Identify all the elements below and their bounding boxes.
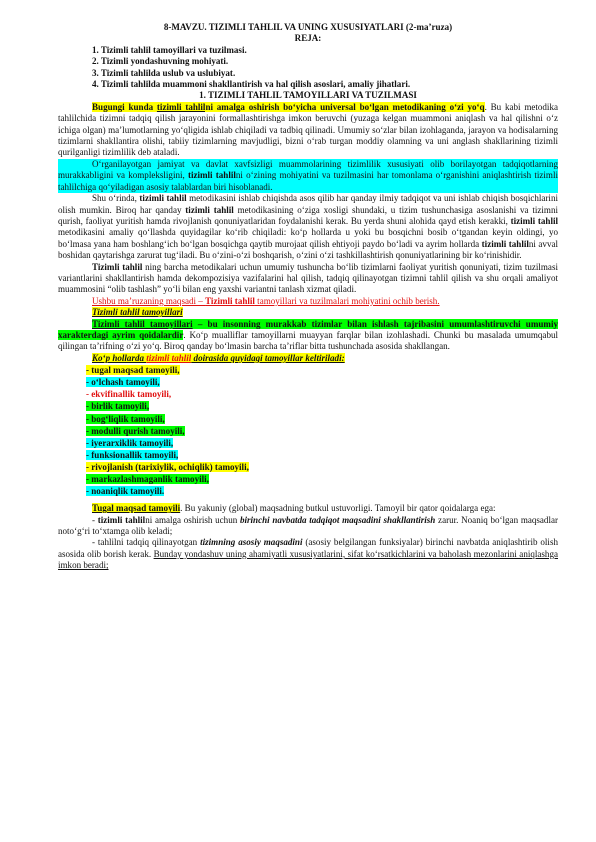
paragraph-rule-2: - tahlilni tadqiq qilinayotgan tizimning asosiy maqsadini (asosiy belgilangan funksiyalar) birinchi navbatda aniqlashtirib olish asosida olib borish kerak. Bunday yondashuv uning ahamiyatli xususiyatlarini, sifat ko‘rsatkichlarini va baholash mezonlarini aniqlashga imkon beradi; <box>58 537 558 571</box>
plan-item: 2. Tizimli yondashuvning mohiyati. <box>92 56 229 67</box>
plan-item: 4. Tizimli tahlilda muammoni shakllantirish va hal qilish asoslari, amaliy jihatlari. <box>92 79 411 90</box>
list-item: - iyerarxiklik tamoyili, <box>86 437 174 448</box>
plan-list <box>92 45 558 91</box>
paragraph-final-goal: Tugal maqsad tamoyili. Bu yakuniy (global) maqsadning butkul ustuvorligi. Tamoyil bir qator qoidalarga ega: <box>92 503 496 514</box>
list-item: - modulli qurish tamoyili, <box>86 425 185 436</box>
paragraph-general: Tizimli tahlil ning barcha metodikalari uchun umumiy tushuncha bo‘lib tizimlarni faoliyat yuritish qonuniyati, tizim tuzilmasi variantlarini shakllantirish hamda dekompozisiya vazifalarini hal qilish, tadqiq qilinayotgan tizimni tahlil qilish va shu orqali amaliyot muammosini “olib tashlash” yo‘li bilan eng yaxshi variantni tanlash xizmat qiladi. <box>58 261 558 295</box>
paragraph-methodology: Shu o‘rinda, tizimli tahlil metodikasini ishlab chiqishda asos qilib har qanday ilmiy tadqiqot va uni ishlab chiqish bosqichlarini olish mumkin. Biroq har qanday tizimli tahlil metodikasining o‘ziga xosligi shundaki, u tizim tushunchasiga asoslanishi va tizimni qurish, faoliyat yuritish hamda rivojlanish qonuniyatlaridan foydalanishi kerak. Bu yerda shuni alohida qayd etish kerakki, tizimli tahlil metodikasini amaliy qo‘llashda quyidagilar ko‘rib chiqiladi: ko‘p hollarda u yoki bu bosqichni bosib o‘tgandan keyin oldingi, yo bo‘lmasa yana ham boshlang‘ich bo‘lgan bosqichga qaytib murojaat qilish ehtiyoji paydo bo‘ladi va ayrim hollarda tizimli tahlilni avval boshidan qaytarishga zarurat tug‘iladi. Bu o‘zini-o‘zi boshqarish, o‘zini o‘zi tashkillashtirish qonuniyatlarining bir ko‘rinishidir. <box>58 193 559 261</box>
paragraph-principles-intro: Ko‘p hollarda tizimli tahlil doirasida quyidagi tamoyillar keltiriladi: <box>92 352 345 363</box>
list-item: - rivojlanish (tarixiylik, ochiqlik) tamoyili, <box>86 461 249 472</box>
plan-heading: REJA: <box>294 33 322 44</box>
list-item: - funksionallik tamoyili, <box>86 449 179 460</box>
paragraph-goal: Ushbu ma’ruzaning maqsadi – Tizimli tahlil tamoyillari va tuzilmalari mohiyatini ochib berish. <box>92 295 440 306</box>
list-item: - markazlashmaganlik tamoyili, <box>86 474 209 485</box>
list-item: - ekvifinallik tamoyili, <box>86 389 172 400</box>
list-item: - tugal maqsad tamoyili, <box>86 365 180 376</box>
list-item: - bog‘liqlik tamoyili, <box>86 413 165 424</box>
list-item: - noaniqlik tamoyili. <box>86 486 165 497</box>
list-item: - o‘lchash tamoyili, <box>86 377 160 388</box>
paragraph-rule-1: - tizimli tahlilni amalga oshirish uchun birinchi navbatda tadqiqot maqsadini shakllantirish zarur. Noaniq bo‘lgan maqsadlar noto‘g‘ri to‘xtamga olib keladi; <box>58 514 558 537</box>
paragraph-security: O‘rganilayotgan jamiyat va davlat xavfsizligi muammolarining tizimlilik xususiyati olib borilayotgan tadqiqotlarning murakkabligini va kompleksligini, tizimli tahlilni o‘zining mohiyatini va tuzilmasini har tomonlama o‘rganishini aniqlashtirish tizimli tahlilchiga qo‘yiladigan asosiy talablardan biri hisoblanadi. <box>58 158 558 192</box>
paragraph-intro: Bugungi kunda tizimli tahlilni amalga oshirish bo‘yicha universal bo‘lgan metodikaning o‘zi yo‘q. Bu kabi metodika tahlilchida tizimni tadqiq qilish jarayonini formallashtirishga imkon beruvchi (yuzaga kelgan muammoni aniqlash va hal qilishni o‘z ichiga olgan) ma’lumotlarning yo‘qligida ishlab chiqiladi va tadbiq qilinadi. Umumiy so‘zlar bilan izohlaganda, jarayon va hodisalarning tizimlarni shakllantira olishi, tabiiy tizimlarning mavjudligi, bizni o‘rab turgan moddiy olamning va uni anglash shakllarining tizimli qurilganligi tizimlilik deb ataladi. <box>58 101 558 158</box>
plan-item: 1. Tizimli tahlil tamoyillari va tuzilmasi. <box>92 44 247 55</box>
section-heading: 1. TIZIMLI TAHLIL TAMOYILLARI VA TUZILMASI <box>199 90 417 101</box>
principles-list <box>58 364 558 497</box>
document-page <box>58 22 558 572</box>
plan-item: 3. Tizimli tahlilda uslub va uslubiyat. <box>92 67 236 78</box>
list-item: - birlik tamoyili, <box>86 401 150 412</box>
page-title: 8-MAVZU. TIZIMLI TAHLIL VA UNING XUSUSIYATLARI (2-ma’ruza) <box>163 22 453 32</box>
subheading-principles: Tizimli tahlil tamoyillari <box>92 307 183 318</box>
paragraph-principles-definition: Tizimli tahlil tamoyillari – bu insonning murakkab tizimlar bilan ishlash tajribasini umumlashtiruvchi umumiy xarakterdagi ayrim qoidalardir. Ko‘p mualliflar tamoyillarni muayyan farqlar bilan izohlashadi. Chunki bu masalada umumqabul qilingan ta’rifning o‘zi yo‘q. Biroq qanday bo‘lmasin barcha ta’riflar bitta tushunchada asosida shakllangan. <box>58 318 559 352</box>
